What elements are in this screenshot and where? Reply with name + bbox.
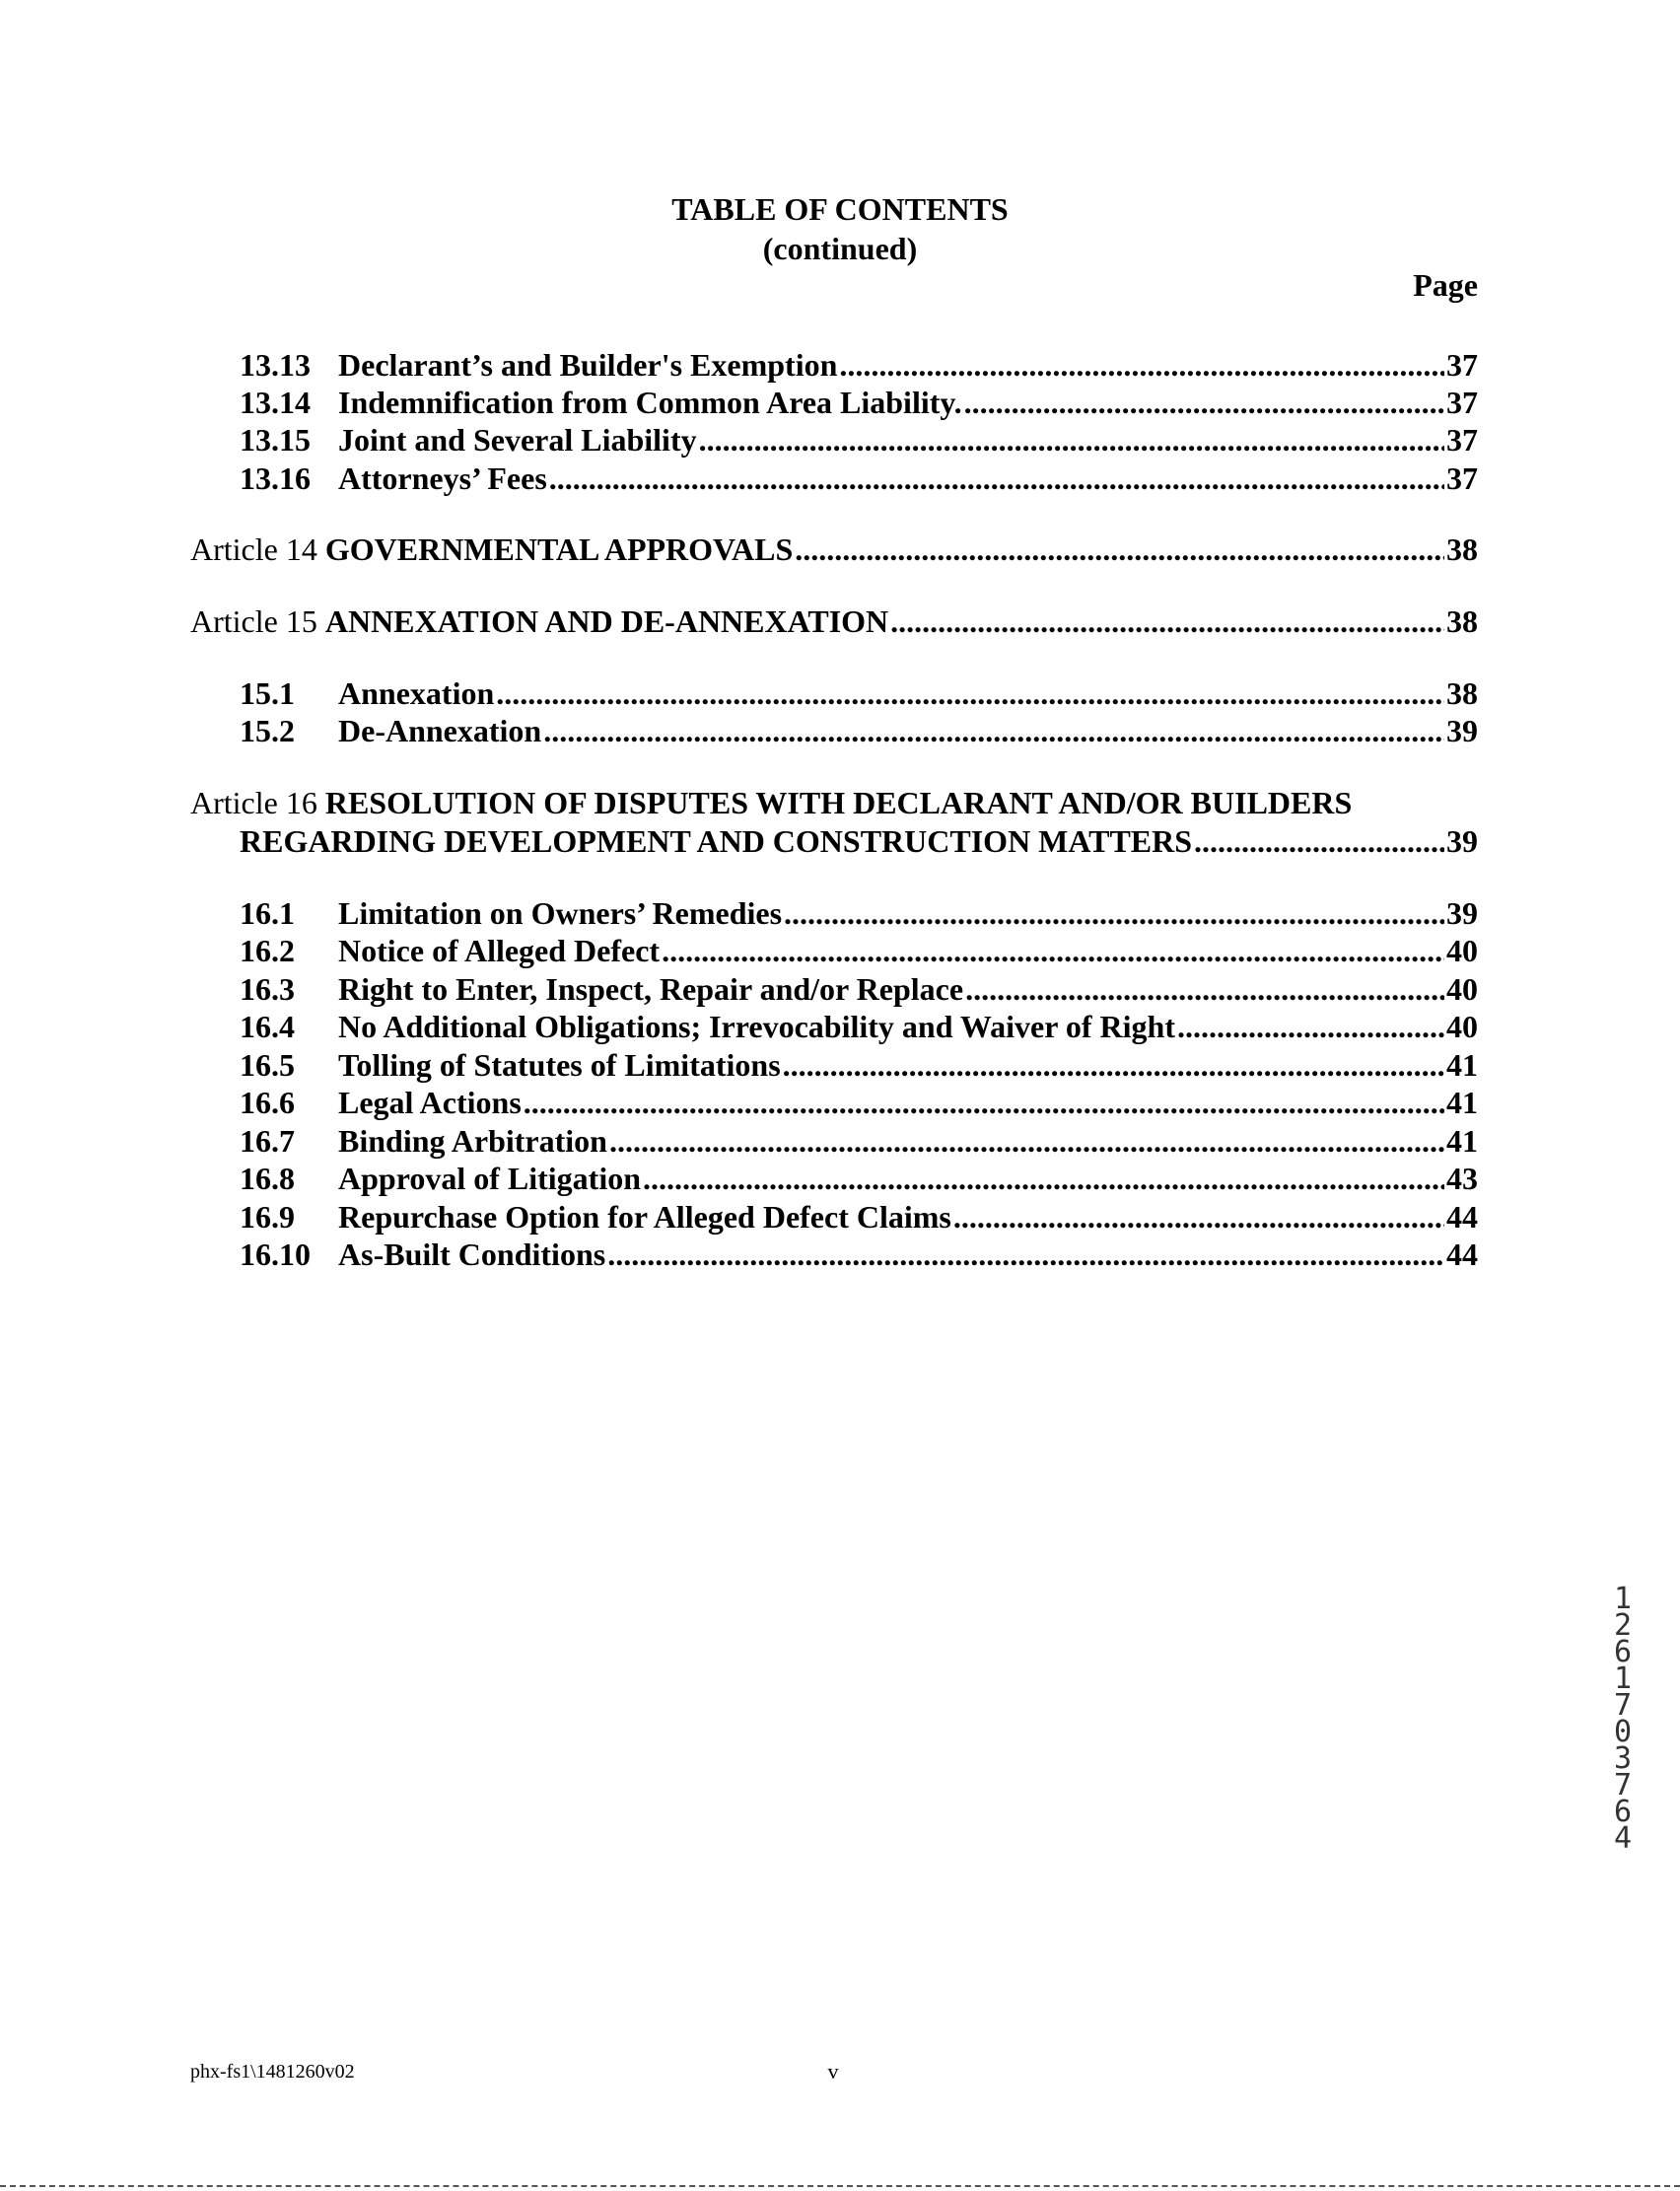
page-number: 37 bbox=[1446, 347, 1478, 383]
page-number: 41 bbox=[1446, 1047, 1478, 1083]
page-number: 38 bbox=[1446, 603, 1478, 639]
dot-leader bbox=[965, 970, 1444, 1008]
toc-entry-16-3[interactable] bbox=[0, 970, 1680, 1008]
dot-leader bbox=[1194, 822, 1444, 860]
section-title: Attorneys’ Fees bbox=[338, 460, 547, 496]
dot-leader bbox=[662, 932, 1444, 969]
page-number: 41 bbox=[1446, 1085, 1478, 1120]
toc-subtitle: (continued) bbox=[762, 231, 918, 266]
toc-entry-13-14[interactable] bbox=[0, 384, 1680, 421]
section-number: 13.16 bbox=[240, 460, 311, 496]
page-number: 39 bbox=[1446, 823, 1478, 859]
toc-entry-15-2[interactable] bbox=[0, 712, 1680, 749]
article-label: Article 15 bbox=[190, 603, 317, 639]
bates-stamp: 12617 03764 bbox=[1613, 1582, 1633, 1856]
footer-page-number: v bbox=[827, 2059, 839, 2084]
page-number: 38 bbox=[1446, 531, 1478, 567]
toc-title: TABLE OF CONTENTS bbox=[671, 191, 1009, 227]
dot-leader bbox=[549, 459, 1444, 497]
toc-article-15[interactable] bbox=[0, 602, 1680, 640]
page-number: 37 bbox=[1446, 385, 1478, 420]
article-label: Article 14 bbox=[190, 531, 317, 567]
dot-leader bbox=[609, 1122, 1444, 1160]
section-number: 13.13 bbox=[240, 347, 311, 383]
article-title: GOVERNMENTAL APPROVALS bbox=[324, 531, 794, 567]
toc-entry-16-6[interactable] bbox=[0, 1084, 1680, 1121]
footer-document-id: phx-fs1\1481260v02 bbox=[190, 2061, 355, 2083]
page-number: 44 bbox=[1446, 1237, 1478, 1272]
page-number: 40 bbox=[1446, 1009, 1478, 1044]
section-title: Limitation on Owners’ Remedies bbox=[338, 895, 783, 931]
section-number: 16.2 bbox=[240, 933, 295, 968]
section-number: 15.2 bbox=[240, 713, 295, 748]
toc-article-16-line2[interactable] bbox=[0, 822, 1680, 860]
dot-leader bbox=[964, 384, 1444, 421]
section-title: As-Built Conditions bbox=[338, 1237, 606, 1272]
toc-entry-16-2[interactable] bbox=[0, 932, 1680, 969]
section-number: 16.10 bbox=[240, 1237, 311, 1272]
section-title: Legal Actions bbox=[338, 1085, 522, 1120]
dot-leader bbox=[839, 346, 1444, 384]
page-number: 37 bbox=[1446, 460, 1478, 496]
dot-leader bbox=[699, 421, 1444, 459]
section-number: 16.9 bbox=[240, 1199, 295, 1235]
section-number: 15.1 bbox=[240, 675, 295, 711]
section-title: De-Annexation bbox=[338, 713, 542, 748]
dot-leader bbox=[524, 1084, 1444, 1121]
page-number: 39 bbox=[1446, 895, 1478, 931]
toc-entry-16-4[interactable] bbox=[0, 1008, 1680, 1045]
toc-entry-16-7[interactable] bbox=[0, 1122, 1680, 1160]
section-title: Approval of Litigation bbox=[338, 1161, 641, 1196]
toc-entry-13-13[interactable] bbox=[0, 346, 1680, 384]
dot-leader bbox=[607, 1236, 1444, 1273]
toc-entry-16-8[interactable] bbox=[0, 1160, 1680, 1197]
toc-entry-16-10[interactable] bbox=[0, 1236, 1680, 1273]
section-number: 16.1 bbox=[240, 895, 295, 931]
section-title: Right to Enter, Inspect, Repair and/or Replace bbox=[338, 971, 964, 1007]
toc-entry-16-1[interactable] bbox=[0, 894, 1680, 932]
page-number: 39 bbox=[1446, 713, 1478, 748]
toc-entry-13-16[interactable] bbox=[0, 459, 1680, 497]
page-column-label: Page bbox=[1413, 267, 1478, 303]
page-number: 38 bbox=[1446, 675, 1478, 711]
page-number: 41 bbox=[1446, 1123, 1478, 1159]
section-number: 16.5 bbox=[240, 1047, 295, 1083]
section-title: Repurchase Option for Alleged Defect Claims bbox=[338, 1199, 951, 1235]
page-number: 40 bbox=[1446, 971, 1478, 1007]
page-number: 43 bbox=[1446, 1161, 1478, 1196]
toc-article-14[interactable] bbox=[0, 530, 1680, 568]
section-title: Declarant’s and Builder's Exemption bbox=[338, 347, 838, 383]
section-number: 16.7 bbox=[240, 1123, 295, 1159]
section-number: 16.4 bbox=[240, 1009, 295, 1044]
section-title: Tolling of Statutes of Limitations bbox=[338, 1047, 781, 1083]
section-number: 16.6 bbox=[240, 1085, 295, 1120]
dot-leader bbox=[1177, 1008, 1444, 1045]
scan-edge-divider bbox=[0, 2185, 1680, 2187]
dot-leader bbox=[496, 674, 1444, 712]
section-title: Indemnification from Common Area Liability. bbox=[338, 385, 962, 420]
section-title: Annexation bbox=[338, 675, 495, 711]
page-number: 44 bbox=[1446, 1199, 1478, 1235]
section-number: 13.15 bbox=[240, 422, 311, 458]
section-number: 16.3 bbox=[240, 971, 295, 1007]
dot-leader bbox=[953, 1198, 1444, 1236]
dot-leader bbox=[783, 1046, 1444, 1084]
dot-leader bbox=[543, 712, 1444, 749]
section-title: Joint and Several Liability bbox=[338, 422, 697, 458]
section-title: Notice of Alleged Defect bbox=[338, 933, 661, 968]
section-title: Binding Arbitration bbox=[338, 1123, 607, 1159]
toc-article-16-line1[interactable] bbox=[0, 784, 1680, 821]
article-title-line2: REGARDING DEVELOPMENT AND CONSTRUCTION MATTERS bbox=[240, 823, 1193, 859]
section-number: 13.14 bbox=[240, 385, 311, 420]
page-number: 40 bbox=[1446, 933, 1478, 968]
toc-entry-15-1[interactable] bbox=[0, 674, 1680, 712]
section-title: No Additional Obligations; Irrevocability and Waiver of Right bbox=[338, 1009, 1175, 1044]
page-number: 37 bbox=[1446, 422, 1478, 458]
toc-entry-16-5[interactable] bbox=[0, 1046, 1680, 1084]
section-number: 16.8 bbox=[240, 1161, 295, 1196]
dot-leader bbox=[643, 1160, 1444, 1197]
article-title-line1: RESOLUTION OF DISPUTES WITH DECLARANT AND/OR BUILDERS bbox=[324, 785, 1353, 820]
article-title: ANNEXATION AND DE-ANNEXATION bbox=[324, 603, 889, 639]
toc-entry-13-15[interactable] bbox=[0, 421, 1680, 459]
dot-leader bbox=[795, 530, 1444, 568]
dot-leader bbox=[784, 894, 1444, 932]
article-label: Article 16 bbox=[190, 785, 317, 820]
dot-leader bbox=[890, 602, 1444, 640]
toc-entry-16-9[interactable] bbox=[0, 1198, 1680, 1236]
